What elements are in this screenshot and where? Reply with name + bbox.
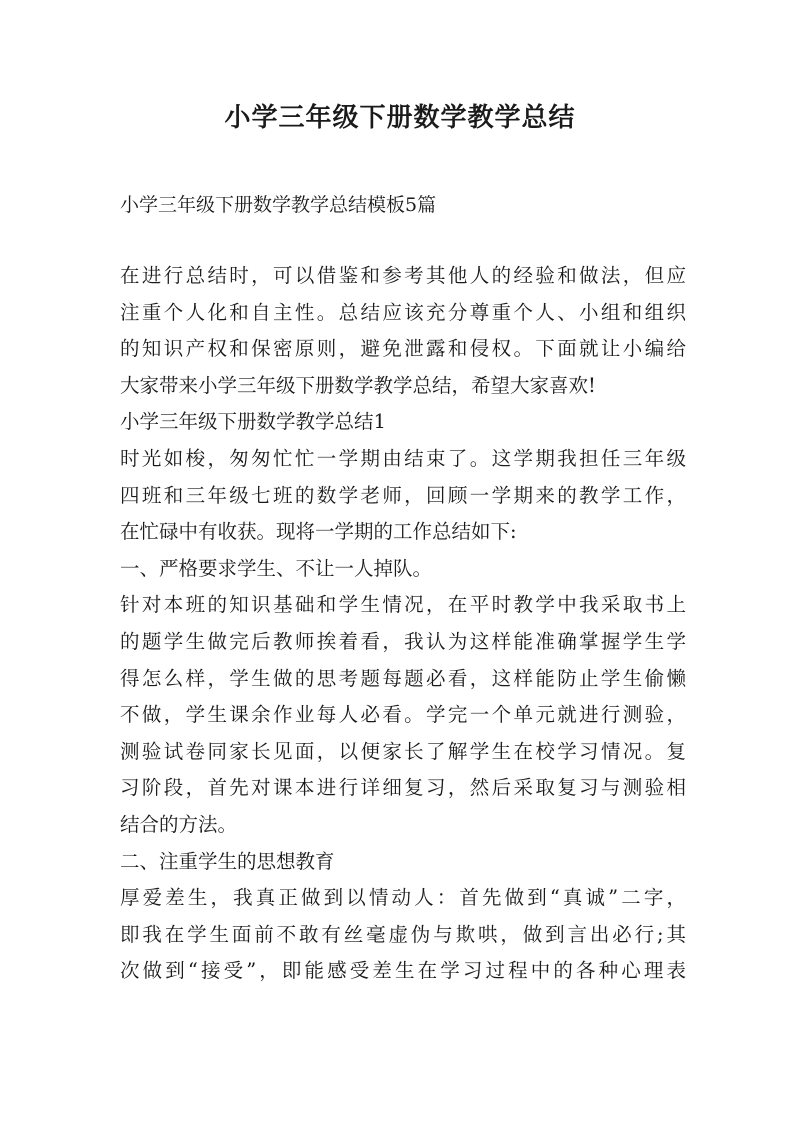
body-line: 的知识产权和保密原则，避免泄露和侵权。下面就让小编给 bbox=[120, 337, 686, 361]
body-line: 时光如梭，匆匆忙忙一学期由结束了。这学期我担任三年级 bbox=[120, 446, 686, 470]
body-line: 厚爱差生，我真正做到以情动人：首先做到“真诚”二字， bbox=[120, 886, 686, 910]
section-heading: 二、注重学生的思想教育 bbox=[120, 849, 335, 873]
document-body bbox=[120, 258, 686, 990]
body-line: 大家带来小学三年级下册数学教学总结，希望大家喜欢! bbox=[120, 373, 596, 397]
section-heading: 小学三年级下册数学教学总结1 bbox=[120, 410, 386, 434]
body-line: 四班和三年级七班的数学老师，回顾一学期来的教学工作， bbox=[120, 483, 686, 507]
body-line: 得怎么样，学生做的思考题每题必看，这样能防止学生偷懒 bbox=[120, 666, 686, 690]
body-line: 在忙碌中有收获。现将一学期的工作总结如下: bbox=[120, 520, 517, 544]
body-line: 的题学生做完后教师挨着看，我认为这样能准确掌握学生学 bbox=[120, 629, 686, 653]
body-line: 不做，学生课余作业每人必看。学完一个单元就进行测验， bbox=[120, 703, 686, 727]
body-line: 注重个人化和自主性。总结应该充分尊重个人、小组和组织 bbox=[120, 300, 686, 324]
section-heading: 一、严格要求学生、不让一人掉队。 bbox=[120, 556, 433, 580]
body-line: 即我在学生面前不敢有丝毫虚伪与欺哄，做到言出必行;其 bbox=[120, 922, 686, 946]
document-subtitle: 小学三年级下册数学教学总结模板5篇 bbox=[120, 194, 437, 216]
body-line: 针对本班的知识基础和学生情况，在平时教学中我采取书上 bbox=[120, 593, 686, 617]
body-line: 测验试卷同家长见面，以便家长了解学生在校学习情况。复 bbox=[120, 739, 686, 763]
body-line: 习阶段，首先对课本进行详细复习，然后采取复习与测验相 bbox=[120, 776, 686, 800]
body-line: 次做到“接受”，即能感受差生在学习过程中的各种心理表 bbox=[120, 959, 686, 983]
document-title: 小学三年级下册数学教学总结 bbox=[224, 103, 576, 133]
body-line: 在进行总结时，可以借鉴和参考其他人的经验和做法，但应 bbox=[120, 264, 686, 287]
body-line: 结合的方法。 bbox=[120, 812, 238, 836]
